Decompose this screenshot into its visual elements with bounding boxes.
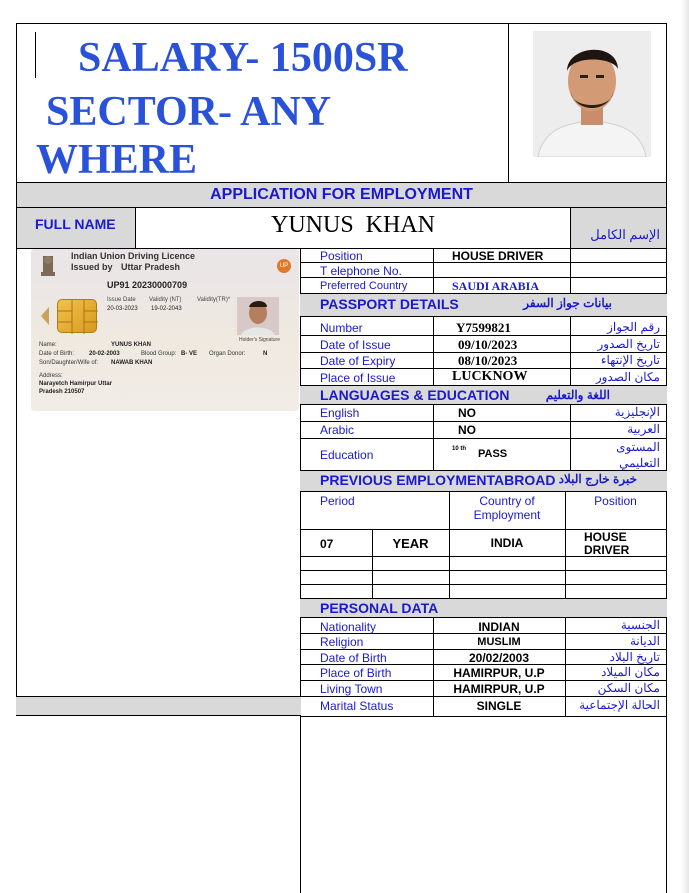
living-town-label: Living Town <box>320 682 383 696</box>
expiry-date-arabic: تاريخ الإنتهاء <box>600 353 660 367</box>
licence-signature-label: Holder's Signature <box>239 337 280 343</box>
licence-validity-nt-label: Validity (NT) <box>149 297 182 303</box>
place-of-issue-value: LUCKNOW <box>452 369 528 384</box>
employment-title-arabic: خبرة خارج البلاد <box>558 472 637 486</box>
place-of-birth-value: HAMIRPUR, U.P <box>453 666 545 680</box>
passport-number-value: Y7599821 <box>456 320 511 335</box>
religion-arabic: الديانة <box>629 634 660 648</box>
licence-address-label: Address: <box>39 373 63 379</box>
emp-position-line1: HOUSE <box>584 530 627 544</box>
position-label: Position <box>320 249 363 263</box>
emp-period-unit: YEAR <box>392 536 429 551</box>
sector-heading: SECTOR- ANY <box>46 89 332 135</box>
place-of-issue-arabic: مكان الصدور <box>595 370 660 384</box>
telephone-label: T elephone No. <box>320 264 402 278</box>
issue-date-label: Date of Issue <box>320 338 391 352</box>
licence-address-line2: Pradesh 210507 <box>39 389 85 395</box>
marital-status-arabic: الحالة الإجتماعية <box>579 698 660 712</box>
nationality-label: Nationality <box>320 620 377 634</box>
salary-heading: SALARY- 1500SR <box>78 35 408 81</box>
place-of-issue-label: Place of Issue <box>320 371 396 385</box>
licence-issued-by-label: Issued by <box>71 262 113 272</box>
education-arabic-1: المستوى <box>616 440 660 454</box>
arabic-value: NO <box>458 423 476 437</box>
emp-period-value: 07 <box>320 537 334 551</box>
religion-value: MUSLIM <box>477 636 521 648</box>
expiry-date-label: Date of Expiry <box>320 354 396 368</box>
chip-icon <box>57 299 97 333</box>
applicant-photo <box>533 31 651 157</box>
header-divider <box>508 23 509 183</box>
application-title: APPLICATION FOR EMPLOYMENT <box>210 186 473 203</box>
languages-title-arabic: اللغة والتعليم <box>545 388 610 402</box>
driving-licence-card <box>31 249 299 411</box>
passport-title-arabic: بيانات جواز السفر <box>523 296 612 310</box>
licence-issue-date-label: Issue Date <box>107 297 136 303</box>
passport-divider-2 <box>570 317 571 385</box>
full-name-value: YUNUS KHAN <box>270 212 435 238</box>
licence-holder-photo <box>237 297 279 335</box>
licence-name-label: Name: <box>39 342 57 348</box>
passport-number-label: Number <box>320 321 363 335</box>
expiry-date-value: 08/10/2023 <box>458 353 518 368</box>
licence-donor-label: Organ Donor: <box>209 351 246 357</box>
emp-position-line2: DRIVER <box>584 543 630 557</box>
preferred-country-label: Preferred Country <box>320 280 408 292</box>
passport-title: PASSPORT DETAILS <box>320 296 459 312</box>
passport-divider-1 <box>433 317 434 385</box>
living-town-arabic: مكان السكن <box>597 681 660 695</box>
licence-validity-nt: 19-02-2043 <box>151 306 182 312</box>
full-name-arabic: الإسم الكامل <box>590 227 660 242</box>
place-of-birth-label: Place of Birth <box>320 666 392 680</box>
education-label: Education <box>320 448 374 462</box>
nationality-arabic: الجنسية <box>620 618 660 632</box>
licence-title: Indian Union Driving Licence <box>71 251 196 261</box>
licence-name: YUNUS KHAN <box>111 342 152 348</box>
emblem-icon <box>37 252 59 282</box>
arabic-arabic: العربية <box>627 422 660 436</box>
licence-relation-label: Son/Daughter/Wife of: <box>39 360 99 366</box>
licence-number: UP91 20230000709 <box>107 280 188 290</box>
licence-badge: UP <box>277 259 291 273</box>
page-edge-shadow <box>681 0 689 893</box>
licence-relation: NAWAB KHAN <box>111 360 153 366</box>
licence-issued-by: Uttar Pradesh <box>121 262 181 272</box>
licence-issue-date: 20-03-2023 <box>107 306 138 312</box>
licence-dob-label: Date of Birth: <box>39 351 75 357</box>
job-divider-2 <box>570 248 571 293</box>
licence-blood: B- VE <box>181 351 198 357</box>
chevron-left-icon <box>41 307 49 325</box>
dob-label: Date of Birth <box>320 651 387 665</box>
col-position: Position <box>594 494 637 508</box>
licence-dob: 20-02-2003 <box>89 351 120 357</box>
licence-address-line1: Narayetch Hamirpur Uttar <box>39 381 113 387</box>
emp-line-4 <box>300 584 667 585</box>
left-bottom-strip <box>16 696 301 716</box>
personal-line-6 <box>300 716 667 717</box>
education-arabic-2: التعليمي <box>619 456 660 470</box>
marital-status-value: SINGLE <box>476 699 522 713</box>
religion-label: Religion <box>320 635 364 649</box>
living-town-value: HAMIRPUR, U.P <box>453 682 545 696</box>
nationality-value: INDIAN <box>478 620 520 634</box>
lang-line-2 <box>300 438 667 439</box>
emp-country-value: INDIA <box>490 536 524 550</box>
arabic-label: Arabic <box>320 423 355 437</box>
col-period: Period <box>320 494 355 508</box>
cursor-mark <box>35 32 36 78</box>
position-value: HOUSE DRIVER <box>452 249 544 263</box>
licence-donor: N <box>263 351 268 357</box>
marital-status-label: Marital Status <box>320 699 394 713</box>
education-superscript: 10 th <box>452 446 467 452</box>
issue-date-arabic: تاريخ الصدور <box>597 337 660 351</box>
sector-heading-cont: WHERE <box>36 137 198 183</box>
licence-blood-label: Blood Group: <box>141 351 177 357</box>
place-of-birth-arabic: مكان الميلاد <box>601 665 660 679</box>
full-name-label: FULL NAME <box>35 216 116 232</box>
english-arabic: الإنجليزية <box>614 405 660 419</box>
education-value: PASS <box>478 448 508 460</box>
emp-line-3 <box>300 570 667 571</box>
english-label: English <box>320 406 360 420</box>
full-name-divider-2 <box>570 208 571 248</box>
passport-number-arabic: رقم الجواز <box>607 320 660 334</box>
languages-title: LANGUAGES & EDUCATION <box>320 387 510 403</box>
preferred-country-value: SAUDI ARABIA <box>452 279 540 293</box>
english-value: NO <box>458 406 476 420</box>
personal-title: PERSONAL DATA <box>320 600 439 616</box>
issue-date-value: 09/10/2023 <box>458 337 518 352</box>
col-country-line1: Country of <box>479 494 535 508</box>
col-country-line2: Employment <box>473 508 541 522</box>
licence-validity-tr-label: Validity(TR)* <box>197 297 231 303</box>
job-divider-1 <box>433 248 434 293</box>
dob-value: 20/02/2003 <box>468 651 530 665</box>
personal-line-5 <box>300 696 667 697</box>
employment-title: PREVIOUS EMPLOYMENTABROAD <box>320 472 556 488</box>
dob-arabic: تاريخ البلاد <box>609 650 660 664</box>
left-border <box>16 248 17 716</box>
